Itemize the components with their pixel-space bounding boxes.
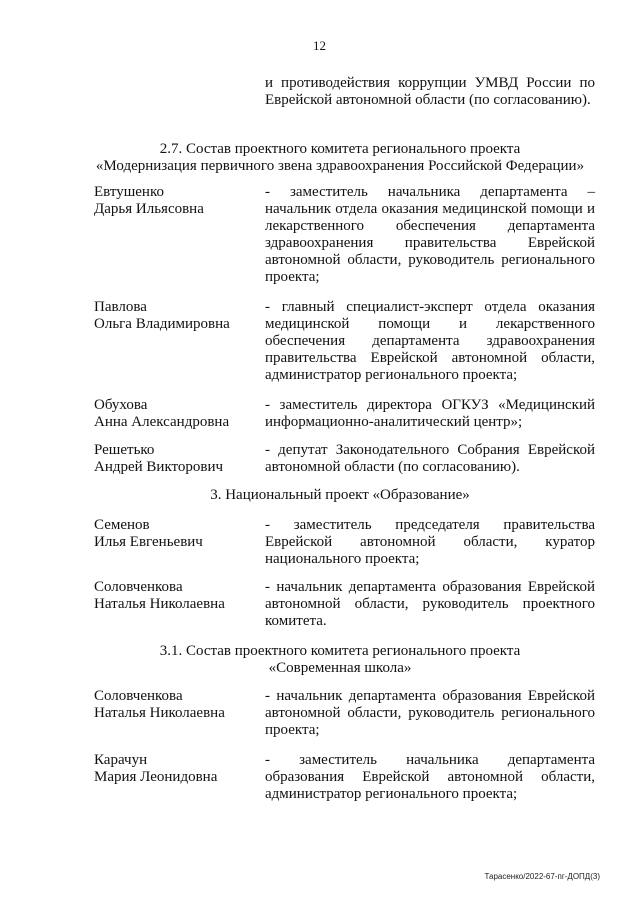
intro-text: и противодействия коррупции УМВД России по Еврейской автономной области (по согласованию). [265, 75, 595, 108]
member-given-name: Наталья Николаевна [94, 596, 225, 612]
member-given-name: Дарья Ильясовна [94, 201, 204, 217]
section-heading-2-7 [60, 141, 620, 175]
member-given-name: Мария Леонидовна [94, 769, 218, 785]
member-name [94, 517, 254, 551]
member-given-name: Ольга Владимировна [94, 316, 230, 332]
heading-line: 2.7. Состав проектного комитета регионального проекта [159, 141, 521, 157]
member-role: - депутат Законодательного Собрания Еврейской автономной области (по согласованию). [265, 442, 595, 475]
member-role: - начальник департамента образования Еврейской автономной области, руководитель регионального проекта; [265, 688, 595, 738]
member-surname: Соловченкова [94, 688, 183, 704]
member-role: - заместитель начальника департамента образования Еврейской автономной области, администратор регионального проекта; [265, 752, 595, 802]
member-name [94, 688, 254, 722]
member-given-name: Андрей Викторович [94, 459, 224, 475]
heading-line: «Современная школа» [268, 660, 412, 676]
member-name [94, 397, 254, 431]
member-role: - заместитель начальника департамента – начальник отдела оказания медицинской помощи и лекарственного обеспечения департамента здравоохранения правительства Еврейской автономной области, руководитель регионального проекта; [265, 184, 595, 285]
heading-line: 3.1. Состав проектного комитета регионального проекта [159, 643, 521, 659]
member-given-name: Наталья Николаевна [94, 705, 225, 721]
member-name [94, 184, 254, 218]
member-surname: Семенов [94, 517, 150, 533]
member-surname: Павлова [94, 299, 147, 315]
document-footer-code: Тарасенко/2022-67-пг-ДОПД(3) [484, 872, 600, 881]
member-role: - заместитель председателя правительства Еврейской автономной области, куратор национального проекта; [265, 517, 595, 567]
section-heading-3-1 [60, 643, 620, 677]
member-role: - начальник департамента образования Еврейской автономной области, руководитель проектного комитета. [265, 579, 595, 629]
member-name [94, 579, 254, 613]
member-surname: Евтушенко [94, 184, 164, 200]
member-given-name: Анна Александровна [94, 414, 230, 430]
member-surname: Обухова [94, 397, 148, 413]
heading-line: «Модернизация первичного звена здравоохранения Российской Федерации» [95, 158, 585, 174]
member-role: - заместитель директора ОГКУЗ «Медицинский информационно-аналитический центр»; [265, 397, 595, 430]
member-surname: Карачун [94, 752, 148, 768]
member-surname: Решетько [94, 442, 155, 458]
member-role: - главный специалист-эксперт отдела оказания медицинской помощи и лекарственного обеспечения департамента здравоохранения правительства Еврейской автономной области, администратор регионального проекта; [265, 299, 595, 383]
section-heading-3 [60, 487, 620, 504]
page-number: 12 [313, 38, 326, 53]
member-surname: Соловченкова [94, 579, 183, 595]
member-given-name: Илья Евгеньевич [94, 534, 203, 550]
member-name [94, 299, 254, 333]
member-name [94, 442, 254, 476]
member-name [94, 752, 254, 786]
heading-line: 3. Национальный проект «Образование» [210, 487, 470, 503]
